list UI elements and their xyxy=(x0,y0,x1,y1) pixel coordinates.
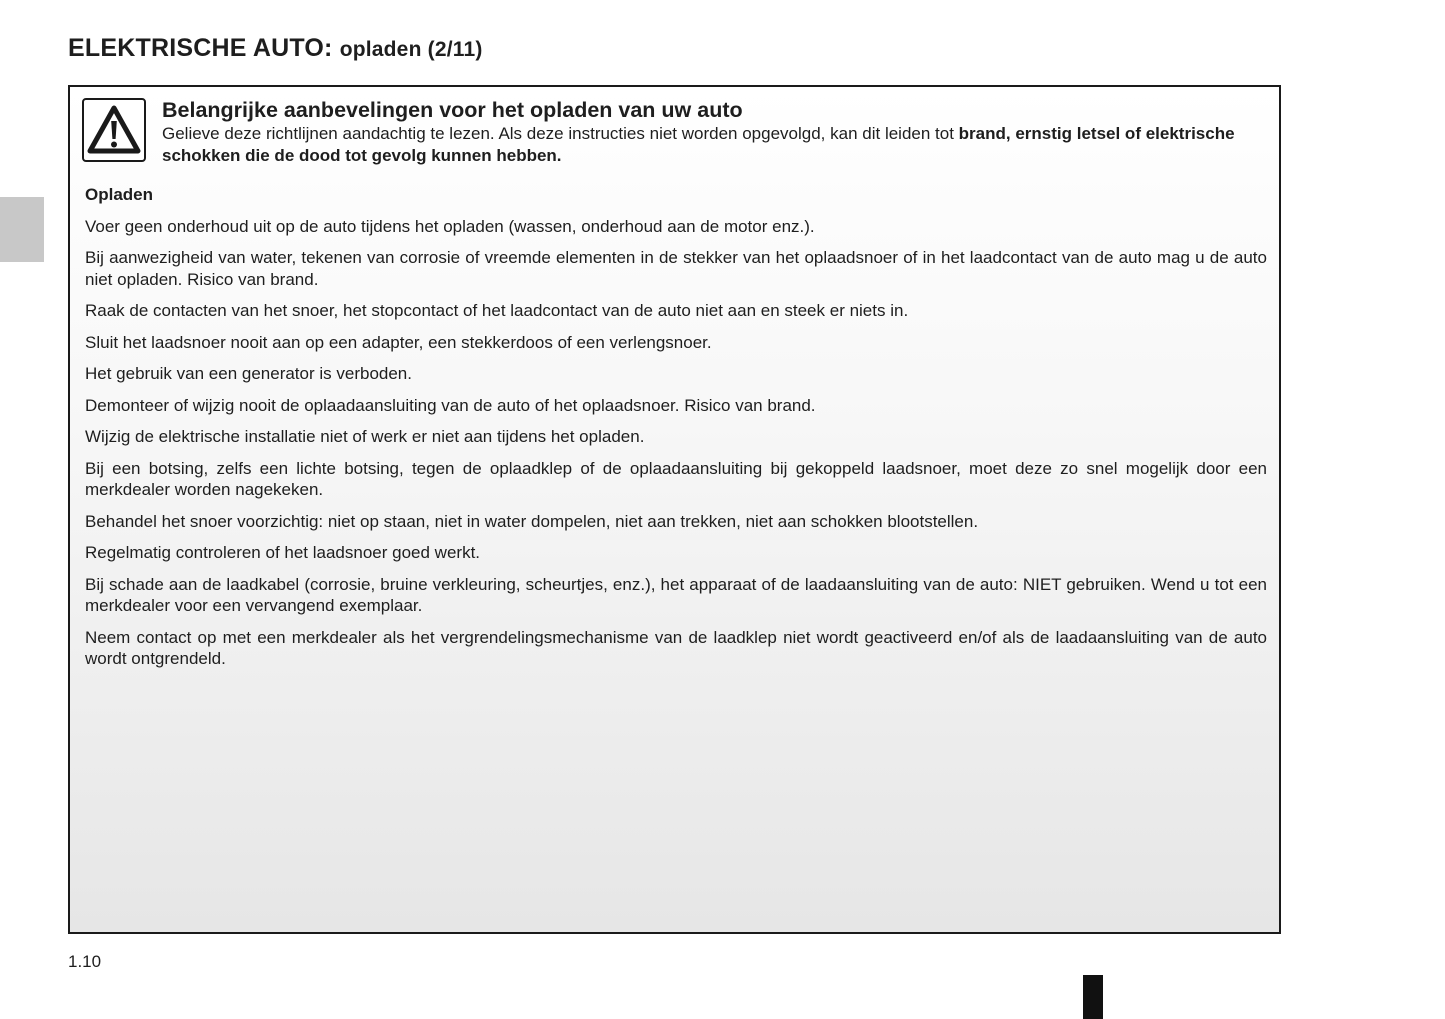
page-title-sub: opladen (2/11) xyxy=(339,38,483,61)
chapter-thumb-tab xyxy=(0,197,44,262)
warning-intro-emphasis: brand, ernstig letsel of elektrische schokken die de dood tot gevolg kunnen hebben. xyxy=(162,124,1235,165)
warning-header xyxy=(162,97,1262,166)
instruction-paragraph: Het gebruik van een generator is verboden. xyxy=(85,364,412,383)
instruction-paragraph: Bij schade aan de laadkabel (corrosie, bruine verkleuring, scheurtjes, enz.), het apparaat of de laadaansluiting van de auto: NIET gebruiken. Wend u tot een merkdealer voor een vervangend exemplaar. xyxy=(85,574,1267,615)
section-title: Opladen xyxy=(85,185,154,204)
warning-heading: Belangrijke aanbevelingen voor het opladen van uw auto xyxy=(162,98,743,122)
instruction-paragraph: Wijzig de elektrische installatie niet of werk er niet aan tijdens het opladen. xyxy=(85,427,645,446)
instruction-paragraph: Behandel het snoer voorzichtig: niet op staan, niet in water dompelen, niet aan trekken, niet aan schokken blootstellen. xyxy=(85,511,979,531)
instruction-paragraph: Bij aanwezigheid van water, tekenen van corrosie of vreemde elementen in de stekker van het oplaadsnoer of in het laadcontact van de auto mag u de auto niet opladen. Risico van brand. xyxy=(85,248,1267,289)
warning-intro-text: Gelieve deze richtlijnen aandachtig te lezen. Als deze instructies niet worden opgevolgd, kan dit leiden tot xyxy=(162,124,959,143)
instruction-paragraph: Demonteer of wijzig nooit de oplaadaansluiting van de auto of het oplaadsnoer. Risico van brand. xyxy=(85,395,816,415)
page-number: 1.10 xyxy=(68,952,102,971)
instruction-paragraph: Regelmatig controleren of het laadsnoer goed werkt. xyxy=(85,543,481,562)
page-title xyxy=(68,30,483,68)
page-title-main: ELEKTRISCHE AUTO: xyxy=(68,34,333,62)
instruction-paragraph: Sluit het laadsnoer nooit aan op een adapter, een stekkerdoos of een verlengsnoer. xyxy=(85,332,712,352)
instruction-paragraph: Voer geen onderhoud uit op de auto tijdens het opladen (wassen, onderhoud aan de motor enz.). xyxy=(85,216,815,236)
warning-triangle-icon xyxy=(82,98,146,162)
instruction-paragraph: Neem contact op met een merkdealer als het vergrendelingsmechanisme van de laadklep niet wordt geactiveerd en/of als de laadaansluiting van de auto wordt ontgrendeld. xyxy=(85,627,1267,668)
warning-box xyxy=(68,85,1281,934)
charging-instructions xyxy=(85,184,1267,680)
instruction-paragraph: Bij een botsing, zelfs een lichte botsing, tegen de oplaadklep of de oplaadaansluiting bij gekoppeld laadsnoer, moet deze zo snel mogelijk door een merkdealer worden nagekeken. xyxy=(85,458,1267,499)
print-registration-mark xyxy=(1083,975,1103,1019)
warning-intro xyxy=(162,123,1262,166)
instruction-paragraph: Raak de contacten van het snoer, het stopcontact of het laadcontact van de auto niet aan en steek er niets in. xyxy=(85,301,909,320)
